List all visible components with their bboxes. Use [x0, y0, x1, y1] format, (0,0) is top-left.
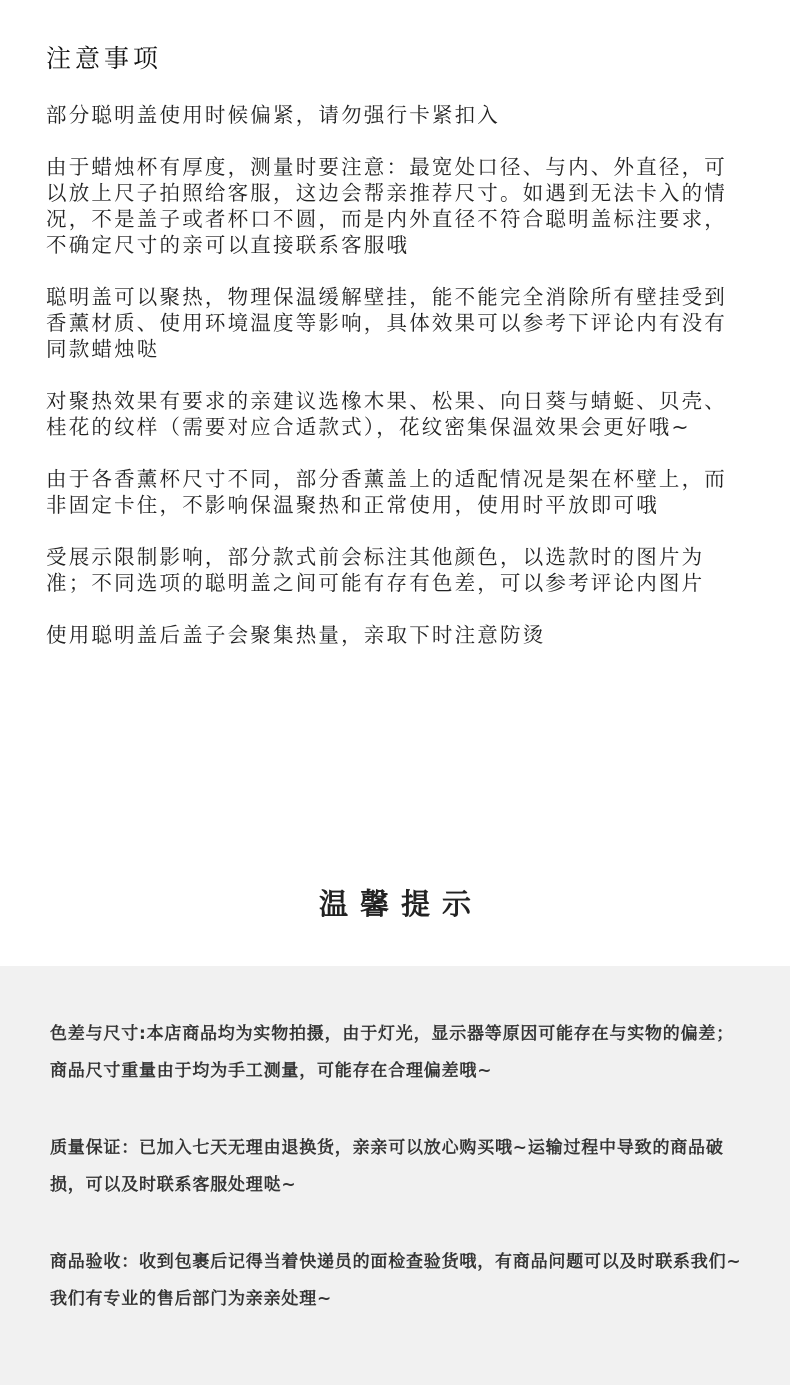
tips-panel	[0, 966, 790, 1385]
notice-paragraph: 对聚热效果有要求的亲建议选橡木果、松果、向日葵与蜻蜓、贝壳、桂花的纹样（需要对应合适款式），花纹密集保温效果会更好哦~	[46, 389, 727, 439]
notice-section	[46, 42, 746, 674]
notice-paragraph: 部分聪明盖使用时候偏紧，请勿强行卡紧扣入	[46, 103, 500, 127]
tip-color-size: 色差与尺寸:本店商品均为实物拍摄，由于灯光，显示器等原因可能存在与实物的偏差；商品尺寸重量由于均为手工测量，可能存在合理偏差哦~	[50, 1024, 734, 1081]
notice-paragraph: 聪明盖可以聚热，物理保温缓解壁挂，能不能完全消除所有壁挂受到香薰材质、使用环境温度等影响，具体效果可以参考下评论内有没有同款蜡烛哒	[46, 285, 727, 361]
tips-list	[50, 1016, 750, 1358]
notice-title: 注意事项	[46, 44, 163, 73]
notice-paragraph: 由于蜡烛杯有厚度，测量时要注意：最宽处口径、与内、外直径，可以放上尺子拍照给客服，这边会帮亲推荐尺寸。如遇到无法卡入的情况，不是盖子或者杯口不圆，而是内外直径不符合聪明盖标注要求，不确定尺寸的亲可以直接联系客服哦	[46, 155, 727, 257]
tip-quality-guarantee: 质量保证：已加入七天无理由退换货，亲亲可以放心购买哦~运输过程中导致的商品破损，可以及时联系客服处理哒~	[50, 1138, 724, 1195]
tips-heading: 温馨提示	[318, 887, 483, 922]
notice-paragraph: 使用聪明盖后盖子会聚集热量，亲取下时注意防烫	[46, 623, 546, 647]
notice-paragraph: 受展示限制影响，部分款式前会标注其他颜色，以选款时的图片为准；不同选项的聪明盖之间可能有存有色差，可以参考评论内图片	[46, 545, 705, 595]
tip-inspection: 商品验收：收到包裹后记得当着快递员的面检查验货哦，有商品问题可以及时联系我们~我们有专业的售后部门为亲亲处理~	[50, 1252, 742, 1309]
notice-paragraph: 由于各香薰杯尺寸不同，部分香薰盖上的适配情况是架在杯壁上，而非固定卡住，不影响保温聚热和正常使用，使用时平放即可哦	[46, 467, 727, 517]
